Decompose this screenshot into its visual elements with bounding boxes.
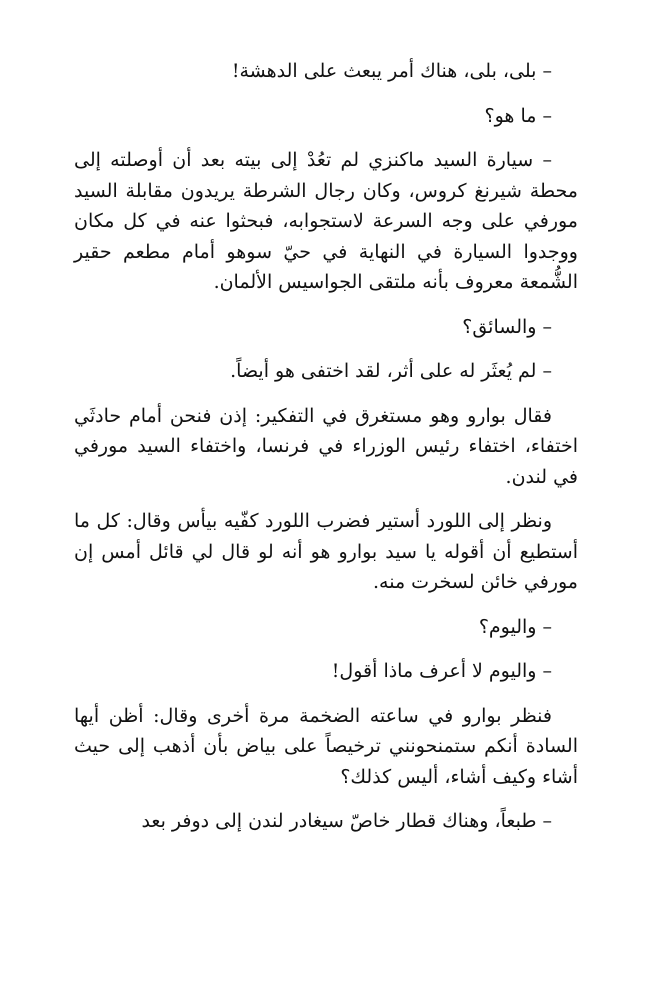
- dialog-line: – سيارة السيد ماكنزي لم تعُدْ إلى بيته بعد أن أوصلته إلى محطة شيرنغ كروس، وكان رجال الشرطة يريدون مقابلة السيد مورفي على وجه السرعة لاستجوابه، فبحثوا عنه في كل مكان ووجدوا السيارة في النهاية في حيّ سوهو أمام مطعم حقير الشُّمعة معروف بأنه ملتقى الجواسيس الألمان.: [74, 149, 578, 293]
- dialog-line: – لم يُعثَر له على أثر، لقد اختفى هو أيضاً.: [230, 360, 552, 382]
- dialog-line: – واليوم؟: [478, 615, 552, 638]
- book-page: [74, 56, 578, 851]
- dialog-line: – بلى، بلى، هناك أمر يبعث على الدهشة!: [231, 60, 552, 82]
- dialog-line: – ما هو؟: [484, 104, 552, 127]
- narrative-paragraph: ونظر إلى اللورد أستير فضرب اللورد كفّيه بيأس وقال: كل ما أستطيع أن أقوله يا سيد بوارو هو أنه لو قال لي قائل أمس إن مورفي خائن لسخرت منه.: [74, 510, 578, 593]
- dialog-line: – واليوم لا أعرف ماذا أقول!: [331, 660, 552, 682]
- dialog-line: – طبعاً، وهناك قطار خاصّ سيغادر لندن إلى دوفر بعد: [141, 810, 552, 832]
- narrative-paragraph: فقال بوارو وهو مستغرق في التفكير: إذن فنحن أمام حادثَي اختفاء، اختفاء رئيس الوزراء في فرنسا، واختفاء السيد مورفي في لندن.: [74, 404, 578, 488]
- narrative-paragraph: فنظر بوارو في ساعته الضخمة مرة أخرى وقال: أظن أيها السادة أنكم ستمنحونني ترخيصاً على بياض بأن أذهب إلى حيث أشاء وكيف أشاء، أليس كذلك؟: [74, 704, 578, 788]
- dialog-line: – والسائق؟: [462, 315, 552, 338]
